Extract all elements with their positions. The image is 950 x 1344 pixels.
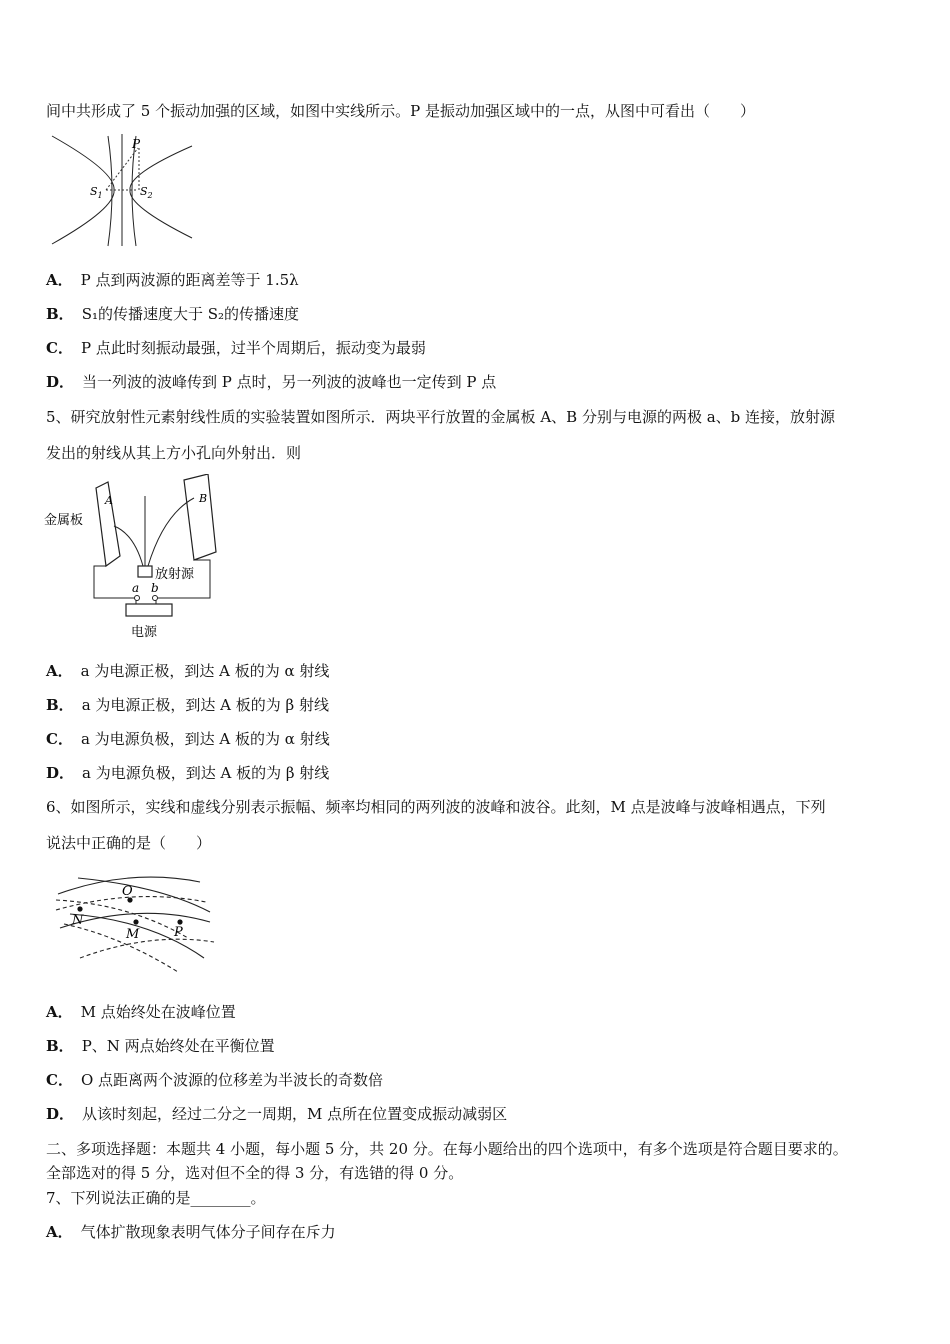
q5-label-metal-plate: 金属板 — [44, 513, 84, 528]
q5-label-plate-b: B — [199, 492, 208, 505]
q6-label-m: M — [126, 927, 140, 942]
q4-option-b: B． S₁的传播速度大于 S₂的传播速度 — [46, 305, 300, 323]
q6-option-c: C． O 点距离两个波源的位移差为半波长的奇数倍 — [46, 1071, 384, 1089]
q4-hyperbola-right-inner — [132, 136, 136, 246]
q5-option-c: C． a 为电源负极，到达 A 板的为 α 射线 — [46, 730, 330, 748]
section2-heading-line2: 全部选对的得 5 分，选对但不全的得 3 分，有选错的得 0 分。 — [46, 1164, 464, 1182]
q5-stem-line1: 5、研究放射性元素射线性质的实验装置如图所示．两块平行放置的金属板 A、B 分别与电源的两极 a、b 连接，放射源 — [46, 408, 836, 426]
q6-stem-line1: 6、如图所示，实线和虚线分别表示振幅、频率均相同的两列波的波峰和波谷。此刻，M 点是波峰与波峰相遇点，下列 — [46, 798, 826, 816]
q6-label-o: O — [122, 884, 133, 899]
q6-option-b: B． P、N 两点始终处在平衡位置 — [46, 1037, 275, 1055]
q5-label-a: a — [132, 581, 140, 595]
q5-option-b: B． a 为电源正极，到达 A 板的为 β 射线 — [46, 696, 329, 714]
q6-trough-4 — [64, 924, 178, 972]
q5-wire-a — [94, 566, 136, 604]
q5-label-plate-a: A — [105, 494, 113, 507]
q5-source-box — [138, 566, 152, 577]
q6-option-d: D． 从该时刻起，经过二分之一周期，M 点所在位置变成振动减弱区 — [46, 1105, 508, 1123]
q6-label-p: P — [174, 925, 183, 940]
q5-label-power: 电源 — [131, 625, 158, 640]
q4-hyperbola-left-inner — [108, 136, 112, 246]
q4-option-c: C． P 点此时刻振动最强，过半个周期后，振动变为最弱 — [46, 339, 426, 357]
q5-option-a: A． a 为电源正极，到达 A 板的为 α 射线 — [46, 662, 330, 680]
q4-stem: 间中共形成了 5 个振动加强的区域，如图中实线所示。P 是振动加强区域中的一点，从图中可看出（ ） — [46, 102, 755, 120]
q5-label-b: b — [151, 581, 159, 595]
q6-option-a: A． M 点始终处在波峰位置 — [46, 1003, 236, 1021]
q6-stem-line2: 说法中正确的是（ ） — [46, 834, 212, 852]
q5-stem-line2: 发出的射线从其上方小孔向外射出．则 — [46, 444, 302, 462]
q4-option-a: A． P 点到两波源的距离差等于 1.5λ — [46, 271, 299, 289]
q4-option-d: D． 当一列波的波峰传到 P 点时，另一列波的波峰也一定传到 P 点 — [46, 373, 497, 391]
q6-label-n: N — [72, 913, 84, 928]
q7-stem: 7、下列说法正确的是________。 — [46, 1189, 266, 1207]
q5-plate-b — [184, 474, 216, 560]
q4-label-s1: $S_1$ — [90, 185, 103, 200]
q6-wave-figure — [50, 866, 216, 976]
section2-heading-line1: 二、多项选择题：本题共 4 小题，每小题 5 分，共 20 分。在每小题给出的四个选项中，有多个选项是符合题目要求的。 — [46, 1140, 848, 1158]
q4-label-p: P — [132, 137, 141, 151]
q4-hyperbola-left-outer — [52, 136, 114, 244]
q4-interference-figure — [46, 132, 198, 250]
q5-option-d: D． a 为电源负极，到达 A 板的为 β 射线 — [46, 764, 330, 782]
q5-label-source: 放射源 — [155, 567, 195, 582]
q5-power-box — [126, 604, 172, 616]
q6-trough-2 — [80, 939, 214, 958]
q5-radiation-figure — [44, 474, 244, 642]
q7-option-a: A． 气体扩散现象表明气体分子间存在斥力 — [46, 1223, 336, 1241]
q4-label-s2: $S_2$ — [140, 185, 153, 200]
